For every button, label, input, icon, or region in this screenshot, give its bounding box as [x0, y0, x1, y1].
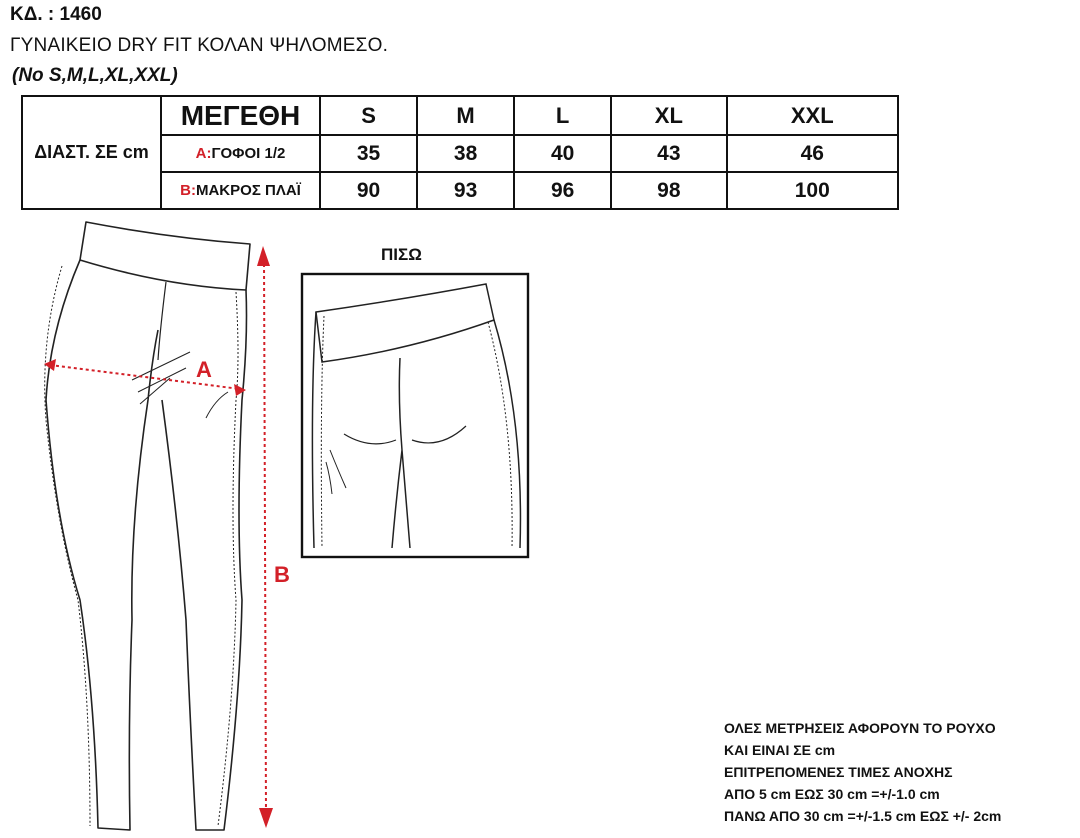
- tolerance-line: ΟΛΕΣ ΜΕΤΡΗΣΕΙΣ ΑΦΟΡΟΥΝ ΤΟ ΡΟΥΧΟ: [724, 720, 996, 736]
- measurement-b-line: [257, 246, 273, 828]
- product-code: ΚΔ. : 1460: [10, 4, 102, 25]
- measurement-b-label: B: [274, 562, 290, 587]
- hips-value-xxl: 46: [727, 135, 899, 172]
- dimensions-label: ΔΙΑΣΤ. ΣΕ cm: [22, 96, 161, 209]
- length-value-xl: 98: [611, 172, 726, 209]
- measure-name-side-length: ΜΑΚΡΟΣ ΠΛΑΪ: [195, 182, 301, 199]
- size-s: S: [320, 96, 417, 135]
- hips-value-m: 38: [417, 135, 514, 172]
- hips-value-xl: 43: [611, 135, 726, 172]
- size-xl: XL: [611, 96, 726, 135]
- front-side-stripe-right: [218, 292, 238, 826]
- front-leg-left: [46, 260, 158, 830]
- tolerance-line: ΕΠΙΤΡΕΠΟΜΕΝΕΣ ΤΙΜΕΣ ΑΝΟΧΗΣ: [724, 764, 953, 780]
- measure-name-hips: ΓΟΦΟΙ 1/2: [211, 145, 286, 162]
- product-description: ΓΥΝΑΙΚΕΙΟ DRY FIT ΚΟΛΑΝ ΨΗΛΟΜΕΣΟ.: [10, 35, 389, 56]
- hips-value-l: 40: [514, 135, 611, 172]
- tolerance-notes: [724, 717, 1001, 827]
- measure-letter-b: B:: [180, 182, 196, 199]
- tolerance-line: ΑΠΟ 5 cm ΕΩΣ 30 cm =+/-1.0 cm: [724, 786, 940, 802]
- sizes-header: ΜΕΓΕΘΗ: [161, 96, 320, 135]
- back-view-title: ΠΙΣΩ: [381, 245, 422, 264]
- size-xxl: XXL: [727, 96, 899, 135]
- hips-value-s: 35: [320, 135, 417, 172]
- measurement-a-label: A: [196, 357, 212, 382]
- front-view-leggings: [45, 222, 250, 830]
- measurement-a-line: [44, 359, 246, 396]
- length-value-m: 93: [417, 172, 514, 209]
- front-waistband: [80, 222, 250, 290]
- length-value-xxl: 100: [727, 172, 899, 209]
- size-m: M: [417, 96, 514, 135]
- available-sizes-note: (No S,M,L,XL,XXL): [12, 65, 178, 86]
- tolerance-line: ΠΑΝΩ ΑΠΟ 30 cm =+/-1.5 cm ΕΩΣ +/- 2cm: [724, 808, 1002, 824]
- length-value-l: 96: [514, 172, 611, 209]
- measure-letter-a: A:: [195, 145, 212, 162]
- tolerance-line: ΚΑΙ ΕΙΝΑΙ ΣΕ cm: [724, 742, 836, 758]
- front-center-seam: [158, 282, 166, 360]
- size-l: L: [514, 96, 611, 135]
- length-value-s: 90: [320, 172, 417, 209]
